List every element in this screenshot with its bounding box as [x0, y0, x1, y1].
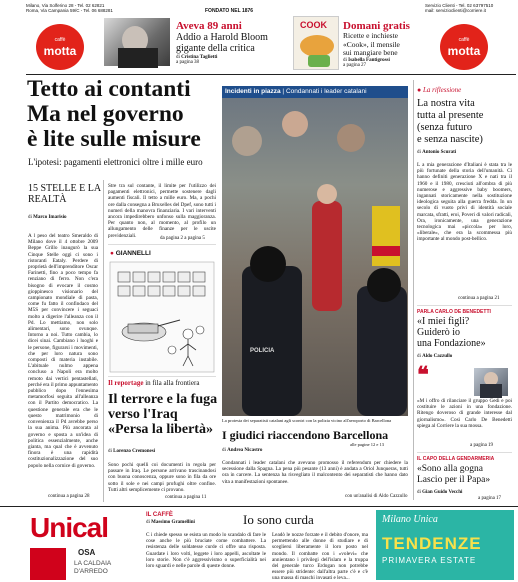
unical-ad[interactable]: Unical OSA LA CALDAIA D'ARREDO — [26, 510, 136, 580]
photo-headline[interactable]: I giudici riaccendono Barcellona — [222, 428, 389, 442]
reportage-author: di Lorenzo Cremonesi — [108, 449, 156, 454]
reflection-kicker: ● La riflessione — [417, 86, 462, 94]
gendarmeria-continue: a pagina 17 — [478, 496, 502, 501]
reflection-author: di Antonio Scurati — [417, 150, 457, 155]
reportage-headline[interactable]: Il terrore e la fuga verso l'Iraq «Persa la libertà» — [108, 392, 218, 437]
gendarmeria-headline[interactable]: «Sono alla gogna Lascio per il Papa» — [417, 464, 491, 485]
photo-caption: La protesta dei separatisti catalani agli scontri con la polizia vicino all'aeroporto di Barcellona — [222, 418, 392, 423]
main-article-continue: da pagina 2 a pagina 5 — [160, 236, 205, 241]
bottom-rule — [0, 506, 518, 507]
barcelona-protest-photo[interactable]: POLICIA — [222, 86, 408, 416]
photo-article-extra: con un'analisi di Aldo Cazzullo — [345, 494, 408, 499]
column-divider — [103, 180, 104, 502]
photo-article-body: Condannati i leader catalani che avevano promosso il referendum per chiedere la secessione dalla Spagna. La pena più pesante (13 anni) è andata a Oriol Junqueras, tutti ora in carcere. La sentenza ha risvegliato il malcontento dei separatisti che hanno dato vita a manifestazioni spontanee. — [222, 460, 408, 485]
promo-bloom-title: Aveva 89 anni — [176, 20, 242, 32]
gendarmeria-author: di Gian Guido Vecchi — [417, 490, 463, 495]
letters-author: di Aldo Cazzullo — [417, 354, 453, 359]
promo-cook[interactable]: Domani gratis Ricette e inchieste «Cook», il mensile sui mangiare bene di Isabella Fantigrossi a pagina 27 — [343, 20, 410, 68]
masthead-rule — [26, 74, 516, 75]
caffe-body-right: Leadò le nozze forzate e il debito d'onore, ma permettendo alle donne di studiare e di scegliersi liberamente il loro posto nel mondo. Il combatte con i «volevi» che annientano i privilegi dell'islam e la truppa del generale turco Erdogan non potrebbe essere più stridente: dall'altra parte c'è e c'è una massa di maschi invasati e leva... — [272, 532, 368, 582]
caffe-author: di Massimo Gramellini — [146, 520, 195, 525]
masthead-right-info: Servizio Clienti - Tel. 02 63797510 mail: servizioclienti@corriere.it — [425, 3, 494, 14]
cook-magazine-cover: COOK — [293, 16, 339, 70]
reportage-continue: continua a pagina 11 — [165, 495, 207, 500]
column-continue: continua a pagina 28 — [48, 494, 90, 499]
divider — [108, 244, 216, 245]
caffe-label: IL CAFFÈ — [146, 512, 173, 518]
promo-bloom[interactable]: Aveva 89 anni Addio a Harold Bloom gigante della critica di Cristina Taglietti a pagina 38 — [176, 20, 286, 66]
divider — [417, 452, 512, 453]
cartoon-illustration — [108, 258, 216, 373]
milano-unica-ad[interactable]: Milano Unica TENDENZE PRIMAVERA ESTATE — [376, 510, 514, 580]
reportage-body: Sono pochi quelli coi documenti in regola per passare in Iraq. Le persone arrivano trascinandosi con buona conoscenza, oppure sono in fila da ore sotto il sole e nei campi profughi oltre confine. Tutti altri semplicemente ci provano. — [108, 462, 216, 493]
main-article-body: Stre tra sul contante, il limite per l'utilizzo dei pagamenti elettronici, permette sostenere dagli aumenti fiscali. Il tetto a mille euro. Ma, a pochi ore dalla consegna a Bruxelles del Dpef, sono tutti i numeri della manovra finanziaria. I vari interventi ancora impedirebbero unfonso sulla maggioranza. Per quanto non, al momento, al profilo un allungamento delle finanze per le uscite previdenziali. — [108, 183, 216, 239]
gendarmeria-kicker: IL CAPO DELLA GENDARMERIA — [417, 456, 495, 462]
reflection-body: L a mia generazione d'Italiani è stata tra le più fortunate della storia dell'umanità. Ci hanno definiti generazione X e nati tra il 1960 e il 1980, cresciuti all'ombra di più numerose e aggressive baby boomers, ingannati storicamente nella sostituzione ideologica seguita alla guerra fredda. In un secolo di vuoto privi di identità sociale marcata, sfratti, eroi, Poveri di valori radicali, Ora, ironicamente, una generazione tecnologica mai «piccola» per loro, «liberale», che era la scommessa più importante al mondo post-bellico. — [417, 162, 512, 243]
reportage-kicker: Il reportage in fila alla frontiera — [108, 379, 200, 387]
letters-headline[interactable]: «I miei figli? Guiderò io una Fondazione» — [417, 316, 486, 349]
letters-kicker: PARLA CARLO DE BENEDETTI — [417, 309, 491, 315]
reflection-continue: continua a pagina 21 — [458, 296, 500, 301]
letters-continue: a pagina 19 — [470, 443, 494, 448]
column-kicker[interactable]: 15 STELLE E LA REALTÀ — [28, 183, 101, 205]
column-author: di Marco Imarisio — [28, 215, 67, 220]
right-column-divider — [413, 80, 414, 500]
fondato-label: FONDATO NEL 1876 — [205, 8, 254, 14]
main-headline[interactable]: Tetto ai contanti Ma nel governo è lite sulle misure — [27, 76, 201, 152]
caffe-title[interactable]: Io sono curda — [243, 512, 314, 527]
divider — [417, 305, 512, 306]
de-benedetti-photo — [474, 368, 508, 396]
motta-logo-right: caffè motta — [440, 24, 488, 70]
letters-body: «M i offro di rilanciare il gruppo Gedi e poi costituire le azioni in una fondazione. Ritengo doveroso di grande interesse dal giornalismo». Così Carlo De Benedetti spiega al Corriere la sua mossa. — [417, 398, 512, 429]
divider — [108, 376, 216, 377]
column-body: A l peso del teatro Smeraldo di Milano dove il 4 ottobre 2009 Beppe Grillo inaugurò la sua Cinque Stelle oggi ci sono i ristoranti Eataly. Perdere di proprietà dell'imprenditore Oscar Farinetti, fino a poco tempo fa renziano di ferro. Non c'era bisogno di evocare il cosmo gioppinesco visionario del campionato mondiale di pasta, come fu fatto il confindaco del M5S per convincere i seguaci molto a digerire l'alleanza con il Pd. Lo mettiamo, non solo alimentari, sono ovunque. Intorno a noi. Tutto cambia, lo dicei sinai. Cambiano i luoghi e le persone, figurarsi i movimenti, che per loro natura sono composti di materia instabile. L'abituale nulmo appena concluso a Napoli era molto remoto dai vertici pentastellati, perché era il primo appuntamento pubblico dopo l'ennesima metamorfosi seguita all'alleanza con il Partito democratico. La questione generale era che le questo matrimonio di convenienza il Pd avrebbe perso la sua anima. Più ancorata al governo e sposta a un'idea di politica essenzialmente, anche gianta, ma qual che è avvenuto finora è una rapidità costituzionalizzazione del suo popolo nella cornice di governo. — [28, 233, 99, 469]
main-subhead: L'ipotesi: pagamenti elettronici oltre i mille euro — [28, 157, 203, 167]
caffe-body-left: C i chiede spesso se esista un modo lo scandalo di fare le cose anche le più bruciate come combattere. La resistenza delle soldatesse curde ci offre una risposta. Guardate i loro volti, leggete i loro appelli, ascoltate le loro storie. Non c'è aggressivismo o superficialità nei loro sguardi e nelle parole di queste donne. — [146, 532, 266, 570]
photo-banner: Incidenti in piazza | Condannati i leader catalani — [222, 86, 408, 98]
photo-caption-pages: alle pagine 12 e 13 — [350, 442, 384, 447]
photo-author: di Andrea Nicastro — [222, 448, 263, 453]
motta-logo-left: caffè motta — [36, 24, 84, 70]
masthead-left-info: Milano, Via Solferino 28 - Tel. 02 62821 Roma, Via Campania 59/C - Tel. 06 688281 — [26, 3, 113, 14]
reflection-headline[interactable]: La nostra vita tutta al presente (senza futuro e senza nascite) — [417, 98, 484, 145]
quote-mark-icon: ❝ — [417, 362, 429, 387]
circle-number-icon: ● — [417, 86, 422, 94]
circle-number-icon: ● — [110, 250, 114, 257]
harold-bloom-photo — [104, 18, 170, 66]
cartoon-author: ● GIANNELLI — [110, 250, 151, 257]
